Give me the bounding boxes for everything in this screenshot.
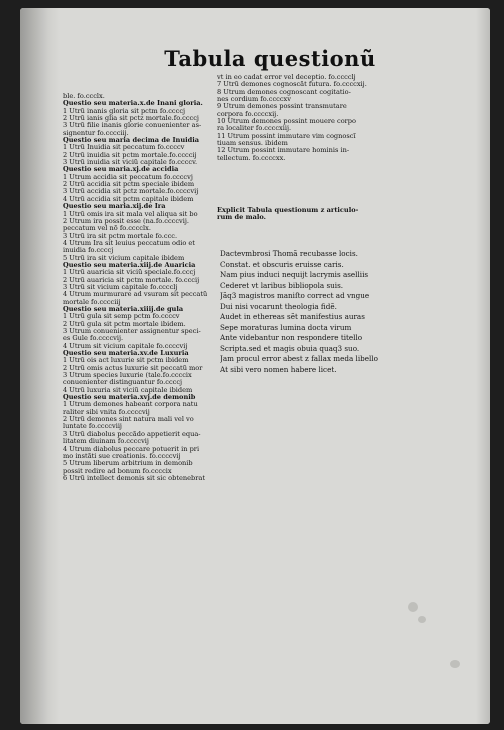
table-entry: 3 Utrũ diabolus peccãdo appetierit equa- xyxy=(63,430,201,438)
colophon xyxy=(217,207,401,222)
table-entry: 10 Utrum demones possint mouere corpo xyxy=(217,118,356,126)
colophon-line: rum de malo. xyxy=(217,214,266,222)
table-entry: 3 Utrũ ira sit pctm mortale fo.ccc. xyxy=(63,232,178,240)
table-entry: 1 Utrum accidia sit peccatum fo.ccccvj xyxy=(63,173,193,181)
stain xyxy=(418,616,426,623)
poem-line: Ante videbantur non respondere titello xyxy=(220,333,363,342)
poem-line: Jãq3 magistros maniſto correct ad vngue xyxy=(220,291,370,300)
table-entry: luntate fo.ccccviij xyxy=(63,423,122,431)
table-entry: conuenienter distinguantur fo.ccccj xyxy=(63,379,183,387)
table-entry: 4 Utrum diabolus peccare potuerit in pri xyxy=(63,445,200,453)
table-entry: 3 Utrũ filie inanis glorie conuenienter as- xyxy=(63,122,202,130)
table-entry: 3 Utrũ sit vicium capitale fo.cccclj xyxy=(63,283,178,291)
table-entry: vt in eo cadat error vel deceptio. fo.cccclj xyxy=(217,74,356,81)
table-entry: 2 Utrũ gula sit pctm mortale ibidem. xyxy=(63,320,186,328)
poem-line: Dactevmbrosi Thomã recubasse locis. xyxy=(220,249,358,258)
table-entry: 11 Utrum possint immutare vim cognoscĩ xyxy=(217,132,356,140)
table-entry: 3 Utrũ accidia sit pctz mortale.fo.ccccvij xyxy=(63,188,199,196)
table-entry: tiuam sensus. ibidem xyxy=(217,140,288,148)
table-entry: ra localiter fo.ccccxiij. xyxy=(217,125,292,133)
table-entry: 3 Utrũ inuidia sit viciũ capitale fo.ccccv. xyxy=(63,159,198,167)
table-entry: 4 Utrum sit vicium capitale fo.ccccvij xyxy=(63,342,188,350)
table-entry: 4 Utrũ accidia sit pctm capitale ibidem xyxy=(63,195,194,203)
table-entry: Questio seu materia.x.de Inani gloria. xyxy=(63,100,203,108)
table-entry: nes cordium fo.ccccxv xyxy=(217,96,291,104)
table-entry: Questio seu materia.xvj.de demonib xyxy=(63,394,196,402)
poem-line: Constat. et obscuris eruisse caris. xyxy=(220,259,344,269)
table-entry: 12 Utrum possint immutare hominis in- xyxy=(217,147,350,155)
table-entry: mortale fo.cccciij xyxy=(63,298,121,306)
table-entry: possit redire ad bonum fo.ccccix xyxy=(63,467,172,475)
table-entry: 4 Utrũ luxuria sit viciũ capitale ibidem xyxy=(63,386,193,394)
poem-verses xyxy=(220,249,404,375)
table-entry: 5 Utrũ ira sit vicium capitale ibidem xyxy=(63,254,185,262)
poem-line: Jam procul error abest z fallax meda libello xyxy=(220,354,378,363)
table-entry: Questio seu maria.xij.de Ira xyxy=(63,203,166,211)
table-entry: 8 Utrum demones cognoscant cogitatio- xyxy=(217,88,351,96)
book-page xyxy=(20,8,490,724)
stain xyxy=(450,660,460,668)
table-entry: signentur fo.cccciij. xyxy=(63,129,129,137)
table-entry: Questio seu maria decima de Inuidia xyxy=(63,137,200,145)
table-entry: 1 Utrũ auaricia sit viciũ speciale.fo.cccj xyxy=(63,269,196,277)
page-edge xyxy=(476,8,490,724)
colophon-line: Explicit Tabula questionum z articulo- xyxy=(217,207,359,214)
table-entry: peccatum vel nõ fo.cccclx. xyxy=(63,225,151,233)
left-column xyxy=(63,93,223,482)
table-entry: Questio seu materia.xiiij.de gula xyxy=(63,305,184,313)
table-entry: 2 Utrũ omis actus luxurie sit peccatũ mor xyxy=(63,364,203,372)
table-entry: 2 Utrũ accidia sit pctm speciale ibidem xyxy=(63,181,195,189)
poem-line: Nam pius induci nequijt lacrymis aselliis xyxy=(220,270,369,279)
poem-line: Scripta.sed et magis obuia quaq3 suo. xyxy=(220,343,360,353)
poem-line: Sepe moraturas lumina docta virum xyxy=(220,322,352,332)
table-entry: Questio seu maria.xj.de accidia xyxy=(63,166,179,174)
poem-line: Cederet vt laribus bibliopola suis. xyxy=(220,280,344,290)
table-entry: inuidia fo.ccccj xyxy=(63,247,114,255)
table-entry: litatem diuinam fo.ccccvij xyxy=(63,438,149,446)
table-entry: Questio seu materia.xiij.de Auaricia xyxy=(63,261,196,269)
table-entry: 6 Utrũ intellect demonis sit sic obtenebrat xyxy=(63,474,206,482)
poem-line: At sibi vero nomen habere licet. xyxy=(220,364,337,374)
table-entry: 5 Utrum liberum arbitrium in demonib xyxy=(63,460,193,468)
stain xyxy=(408,602,418,612)
table-entry: 7 Utrũ demones cognoscãt futura. fo.ccccxij. xyxy=(217,81,367,89)
table-entry: 4 Utrum Ira sit leuius peccatum odio et xyxy=(63,239,195,247)
table-entry: 9 Utrum demones possint transmutare xyxy=(217,103,347,111)
table-entry: ble. fo.ccclx. xyxy=(63,93,105,100)
table-entry: 1 Utrũ ois act luxurie sit pctm ibidem xyxy=(63,357,189,365)
table-entry: 1 Utrũ omis ira sit mala vel aliqua sit bo xyxy=(63,210,198,218)
poem-line: Dui nisi vocarunt theologia fidẽ. xyxy=(220,301,337,311)
table-entry: tellectum. fo.ccccxx. xyxy=(217,154,286,162)
page-title: Tabula questionũ xyxy=(164,46,376,71)
table-entry: corpora fo.ccccxij. xyxy=(217,110,279,118)
table-entry: 2 Utrũ ianis glia sit pctz mortale.fo.ccccj xyxy=(63,115,199,123)
table-entry: Questio seu materia.xv.de Luxuria xyxy=(63,350,189,358)
table-entry: 1 Utrũ Inuidia sit peccatum fo.ccccv xyxy=(63,144,185,152)
table-entry: 4 Utrum murmurare ad vsuram sit peccatũ xyxy=(63,291,208,299)
table-entry: 2 Utrũ auaricia sit pctm mortale. fo.cccij xyxy=(63,276,200,284)
table-entry: 1 Utrũ inanis gloria sit pctm fo.ccccj xyxy=(63,107,186,115)
book-binding xyxy=(20,8,60,724)
table-entry: 3 Utrum species luxurie (tale.fo.ccccix xyxy=(63,372,192,380)
right-column-questions xyxy=(217,74,401,162)
table-entry: 3 Utrum conuenienter assignentur speci- xyxy=(63,328,201,335)
table-entry: 1 Utrum demones habeant corpora natu xyxy=(63,401,198,409)
table-entry: 1 Utrũ gula sit semp pctm fo.ccccv xyxy=(63,313,180,321)
poem-line: Audet in ethereas sẽt manifestius auras xyxy=(220,312,365,321)
table-entry: 2 Utrum ira possit esse (na.fo.ccccvij. xyxy=(63,217,189,225)
table-entry: 2 Utrũ inuidia sit pctm mortale.fo.ccccij xyxy=(63,151,197,159)
table-entry: 2 Utrũ demones sint natura mali vel vo xyxy=(63,416,194,424)
table-entry: es Gule fo.ccccvij. xyxy=(63,335,124,343)
table-entry: raliter sibi vnita fo.ccccvij xyxy=(63,408,150,416)
table-entry: mo instãti sue creationis. fo.ccccvij xyxy=(63,452,181,460)
